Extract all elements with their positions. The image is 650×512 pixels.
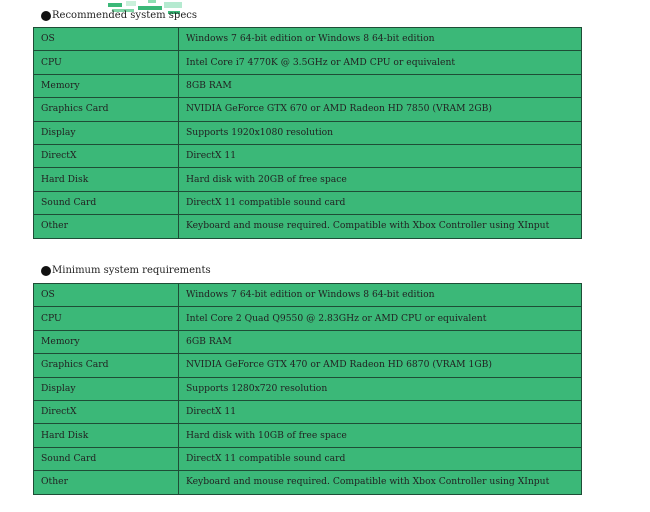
spec-value: 6GB RAM	[179, 330, 582, 353]
table-row	[34, 98, 582, 121]
bullet-icon	[41, 11, 51, 21]
section-title-text: Minimum system requirements	[52, 265, 211, 276]
spec-value: Windows 7 64-bit edition or Windows 8 64-bit edition	[179, 28, 582, 51]
spec-value: Supports 1280x720 resolution	[179, 377, 582, 400]
table-row	[34, 424, 582, 447]
spec-value: NVIDIA GeForce GTX 470 or AMD Radeon HD 6870 (VRAM 1GB)	[179, 354, 582, 377]
table-row	[34, 330, 582, 353]
spec-label: CPU	[34, 51, 179, 74]
table-row	[34, 377, 582, 400]
spec-value: Supports 1920x1080 resolution	[179, 121, 582, 144]
spec-label: OS	[34, 28, 179, 51]
spec-label: Sound Card	[34, 447, 179, 470]
spec-label: OS	[34, 284, 179, 307]
spec-label: DirectX	[34, 400, 179, 423]
spec-value: DirectX 11	[179, 400, 582, 423]
spec-label: Memory	[34, 330, 179, 353]
section-title-text: Recommended system specs	[52, 10, 197, 21]
spec-value: NVIDIA GeForce GTX 670 or AMD Radeon HD 7850 (VRAM 2GB)	[179, 98, 582, 121]
table-row	[34, 400, 582, 423]
spec-value: Hard disk with 20GB of free space	[179, 168, 582, 191]
spec-value: DirectX 11 compatible sound card	[179, 191, 582, 214]
spec-label: CPU	[34, 307, 179, 330]
spec-label: Graphics Card	[34, 98, 179, 121]
table-row	[34, 74, 582, 97]
spec-label: Other	[34, 215, 179, 238]
table-row	[34, 51, 582, 74]
spec-label: Display	[34, 121, 179, 144]
spec-label: Graphics Card	[34, 354, 179, 377]
table-row	[34, 354, 582, 377]
table-row	[34, 215, 582, 238]
spec-value: Intel Core 2 Quad Q9550 @ 2.83GHz or AMD CPU or equivalent	[179, 307, 582, 330]
bullet-icon	[41, 266, 51, 276]
section-title-minimum	[41, 264, 211, 278]
section-title-recommended	[41, 9, 197, 23]
spec-label: Hard Disk	[34, 424, 179, 447]
spec-value: DirectX 11	[179, 144, 582, 167]
spec-label: Sound Card	[34, 191, 179, 214]
minimum-specs-table	[33, 283, 582, 495]
spec-value: DirectX 11 compatible sound card	[179, 447, 582, 470]
table-row	[34, 471, 582, 494]
recommended-specs-table	[33, 27, 582, 239]
table-row	[34, 28, 582, 51]
spec-value: Keyboard and mouse required. Compatible with Xbox Controller using XInput	[179, 215, 582, 238]
spec-value: Windows 7 64-bit edition or Windows 8 64-bit edition	[179, 284, 582, 307]
spec-label: Other	[34, 471, 179, 494]
table-row	[34, 144, 582, 167]
table-row	[34, 168, 582, 191]
spec-value: Keyboard and mouse required. Compatible with Xbox Controller using XInput	[179, 471, 582, 494]
spec-label: Memory	[34, 74, 179, 97]
spec-value: Intel Core i7 4770K @ 3.5GHz or AMD CPU or equivalent	[179, 51, 582, 74]
spec-label: DirectX	[34, 144, 179, 167]
table-row	[34, 121, 582, 144]
table-row	[34, 191, 582, 214]
table-row	[34, 284, 582, 307]
table-row	[34, 447, 582, 470]
spec-value: 8GB RAM	[179, 74, 582, 97]
spec-value: Hard disk with 10GB of free space	[179, 424, 582, 447]
spec-label: Hard Disk	[34, 168, 179, 191]
table-row	[34, 307, 582, 330]
spec-label: Display	[34, 377, 179, 400]
